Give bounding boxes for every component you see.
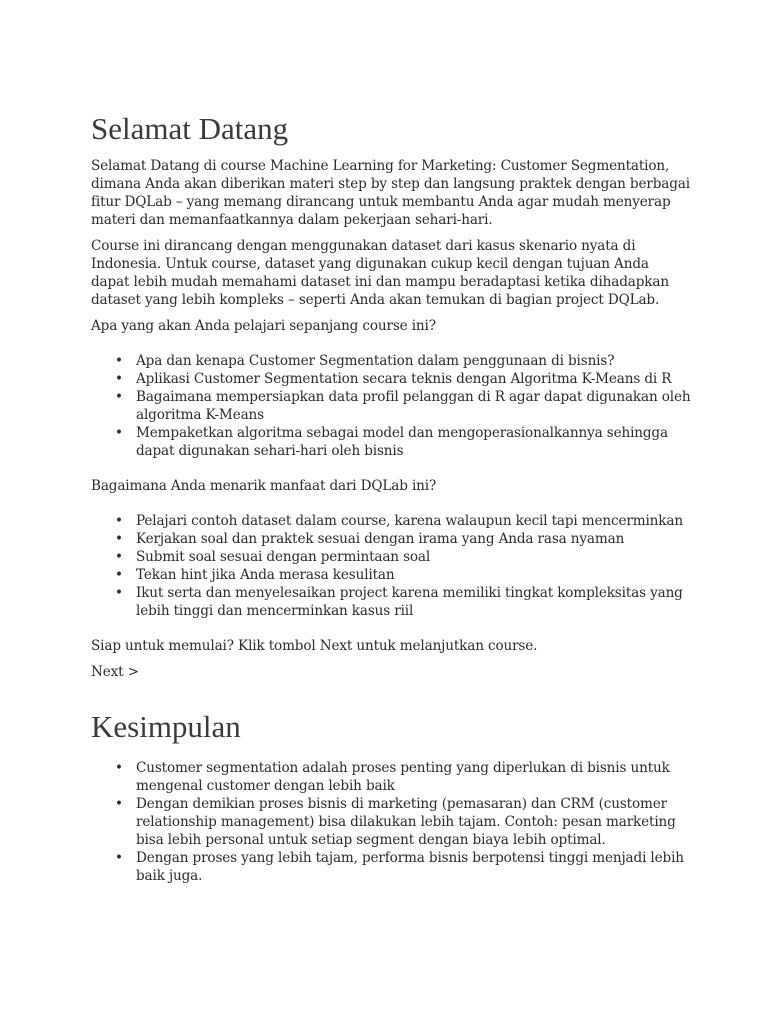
list-item: • Dengan proses yang lebih tajam, performa bisnis berpotensi tinggi menjadi lebih baik juga. [136,849,691,885]
benefit-list [91,512,691,620]
list-item: • Kerjakan soal dan praktek sesuai dengan irama yang Anda rasa nyaman [136,530,691,548]
list-item: • Customer segmentation adalah proses penting yang diperlukan di bisnis untuk mengenal customer dengan lebih baik [136,759,691,795]
list-item: • Ikut serta dan menyelesaikan project karena memiliki tingkat kompleksitas yang lebih tinggi dan mencerminkan kasus riil [136,584,691,620]
ready-text: Siap untuk memulai? Klik tombol Next untuk melanjutkan course. [91,638,538,654]
list-item: • Dengan demikian proses bisnis di marketing (pemasaran) dan CRM (customer relationship management) bisa dilakukan lebih tajam. Contoh: pesan marketing bisa lebih personal untuk setiap segment dengan biaya lebih optimal. [136,795,691,849]
list-item: • Mempaketkan algoritma sebagai model dan mengoperasionalkannya sehingga dapat digunakan sehari-hari oleh bisnis [136,424,691,460]
list-item: • Tekan hint jika Anda merasa kesulitan [136,566,691,584]
learn-list [91,352,691,460]
list-item: • Pelajari contoh dataset dalam course, karena walaupun kecil tapi mencerminkan [136,512,691,530]
learn-intro: Apa yang akan Anda pelajari sepanjang course ini? [91,318,436,334]
summary-heading: Kesimpulan [91,709,241,744]
list-item: • Aplikasi Customer Segmentation secara teknis dengan Algoritma K-Means di R [136,370,691,388]
list-item: • Submit soal sesuai dengan permintaan soal [136,548,691,566]
benefit-intro: Bagaimana Anda menarik manfaat dari DQLab ini? [91,478,437,494]
next-link[interactable]: Next > [91,664,139,680]
welcome-paragraph-1: Selamat Datang di course Machine Learning for Marketing: Customer Segmentation, dimana Anda akan diberikan materi step by step dan langsung praktek dengan berbagai fitur DQLab – yang memang dirancang untuk membantu Anda agar mudah menyerap materi dan memanfaatkannya dalam pekerjaan sehari-hari. [91,158,690,228]
document-page [91,111,691,902]
summary-list [91,759,691,885]
welcome-heading: Selamat Datang [91,111,289,146]
list-item: • Bagaimana mempersiapkan data profil pelanggan di R agar dapat digunakan oleh algoritma K-Means [136,388,691,424]
welcome-paragraph-2: Course ini dirancang dengan menggunakan dataset dari kasus skenario nyata di Indonesia. Untuk course, dataset yang digunakan cukup kecil dengan tujuan Anda dapat lebih mudah memahami dataset ini dan mampu beradaptasi ketika dihadapkan dataset yang lebih kompleks – seperti Anda akan temukan di bagian project DQLab. [91,238,669,308]
list-item: • Apa dan kenapa Customer Segmentation dalam penggunaan di bisnis? [136,352,691,370]
